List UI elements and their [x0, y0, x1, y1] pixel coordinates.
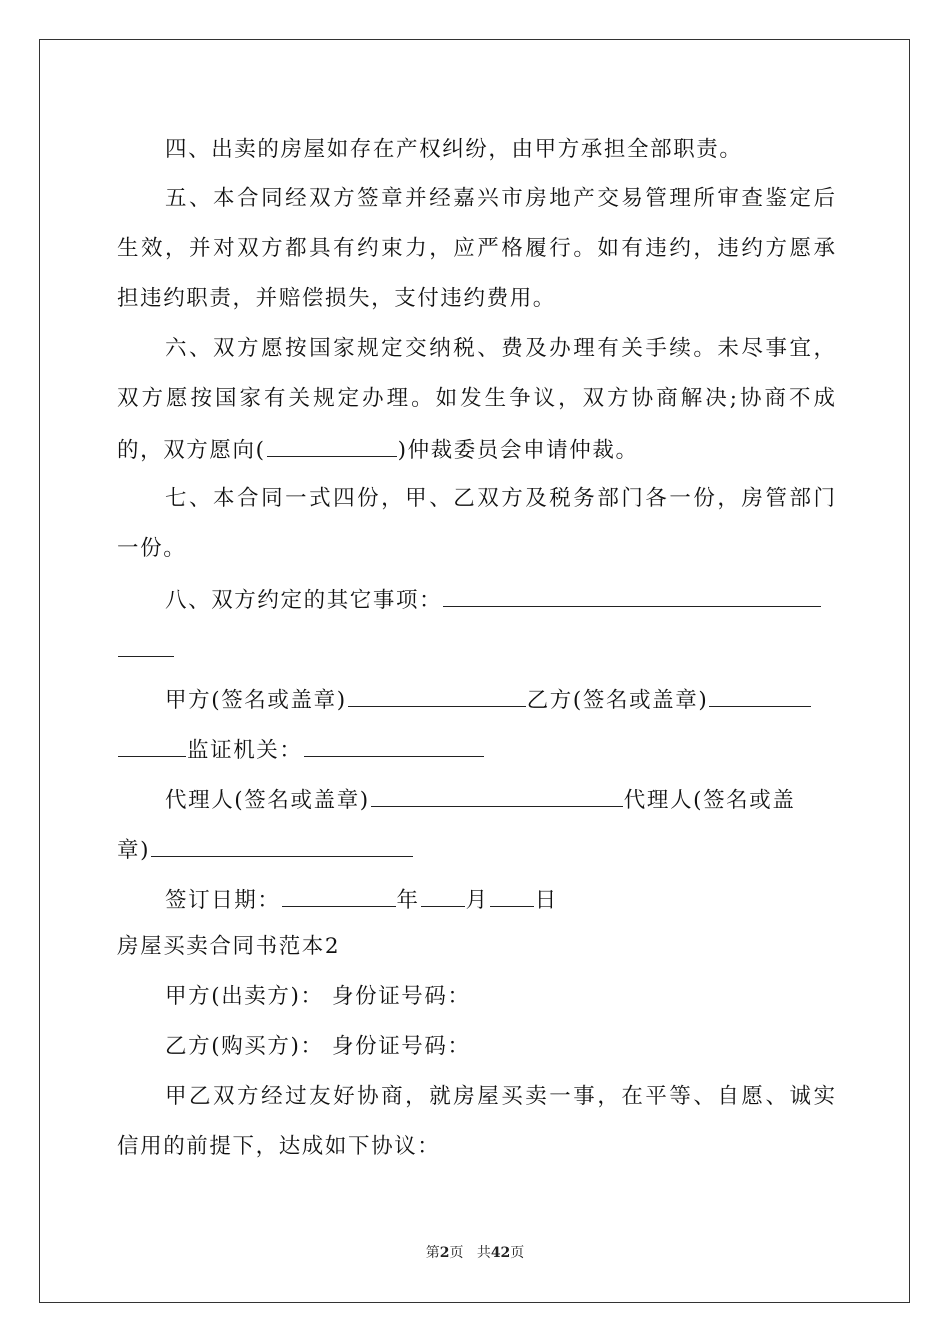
month-label: 月 [465, 888, 489, 913]
clause-8-label: 八、双方约定的其它事项： [165, 588, 443, 613]
signature-line-2 [117, 734, 835, 766]
year-blank [282, 884, 396, 907]
footer-page-prefix: 第 [425, 1245, 440, 1261]
clause-5-line-2: 生效，并对双方都具有约束力，应严格履行。如有违约，违约方愿承 [117, 236, 835, 261]
supervisor-label: 监证机关： [187, 738, 303, 763]
clause-8-blank [443, 584, 821, 607]
party-b-sign-blank [709, 684, 811, 707]
party-b-line: 乙方(购买方)： 身份证号码： [165, 1034, 471, 1059]
clause-4: 四、出卖的房屋如存在产权纠纷，由甲方承担全部职责。 [165, 137, 743, 162]
clause-7-line-2: 一份。 [117, 536, 187, 561]
clause-8-line-2 [117, 634, 835, 666]
footer-total-suffix: 页 [510, 1245, 525, 1261]
party-a-sign-label: 甲方(签名或盖章) [165, 688, 347, 713]
party-a-sign-blank [348, 684, 526, 707]
clause-6-text-b: )仲裁委员会申请仲裁。 [397, 438, 639, 463]
clause-5-line-3: 担违约职责，并赔偿损失，支付违约费用。 [117, 286, 556, 311]
agent-b-label-cont: 章) [117, 838, 151, 863]
signature-line-1 [165, 684, 835, 716]
party-b-sign-blank-cont [118, 734, 186, 757]
preamble-line-2: 信用的前提下，达成如下协议： [117, 1134, 441, 1159]
agent-line-2 [117, 834, 835, 866]
agent-b-blank [151, 834, 413, 857]
party-a-line: 甲方(出卖方)： 身份证号码： [165, 984, 471, 1009]
clause-8-blank-cont [118, 634, 174, 657]
year-label: 年 [396, 888, 420, 913]
clause-8-line-1 [165, 584, 835, 616]
agent-a-label: 代理人(签名或盖章) [165, 788, 370, 813]
footer-page-suffix: 页 [449, 1245, 464, 1261]
clause-7-line-1: 七、本合同一式四份，甲、乙双方及税务部门各一份，房管部门 [165, 486, 835, 511]
clause-6-line-3 [117, 434, 835, 466]
clause-6-text-a: 的，双方愿向( [117, 438, 266, 463]
clause-6-line-1: 六、双方愿按国家规定交纳税、费及办理有关手续。未尽事宜， [165, 336, 835, 361]
sign-date-line [165, 884, 835, 916]
month-blank [421, 884, 465, 907]
day-blank [490, 884, 534, 907]
supervisor-blank [304, 734, 484, 757]
footer-page-number: 2 [439, 1245, 450, 1261]
clause-5-line-1: 五、本合同经双方签章并经嘉兴市房地产交易管理所审查鉴定后 [165, 186, 835, 211]
agent-line-1 [165, 784, 835, 816]
party-b-sign-label: 乙方(签名或盖章) [526, 688, 709, 713]
section-title: 房屋买卖合同书范本2 [117, 934, 341, 959]
clause-6-line-2: 双方愿按国家有关规定办理。如发生争议，双方协商解决;协商不成 [117, 386, 835, 411]
preamble-line-1: 甲乙双方经过友好协商，就房屋买卖一事，在平等、自愿、诚实 [165, 1084, 835, 1109]
sign-date-label: 签订日期： [165, 888, 281, 913]
page-footer [0, 1243, 950, 1263]
footer-total-prefix: 共 [476, 1245, 491, 1261]
agent-a-blank [371, 784, 623, 807]
footer-total-number: 42 [490, 1245, 511, 1261]
day-label: 日 [534, 888, 558, 913]
agent-b-label: 代理人(签名或盖 [623, 788, 796, 813]
page-border [39, 39, 910, 1303]
arbitration-blank [267, 434, 397, 457]
